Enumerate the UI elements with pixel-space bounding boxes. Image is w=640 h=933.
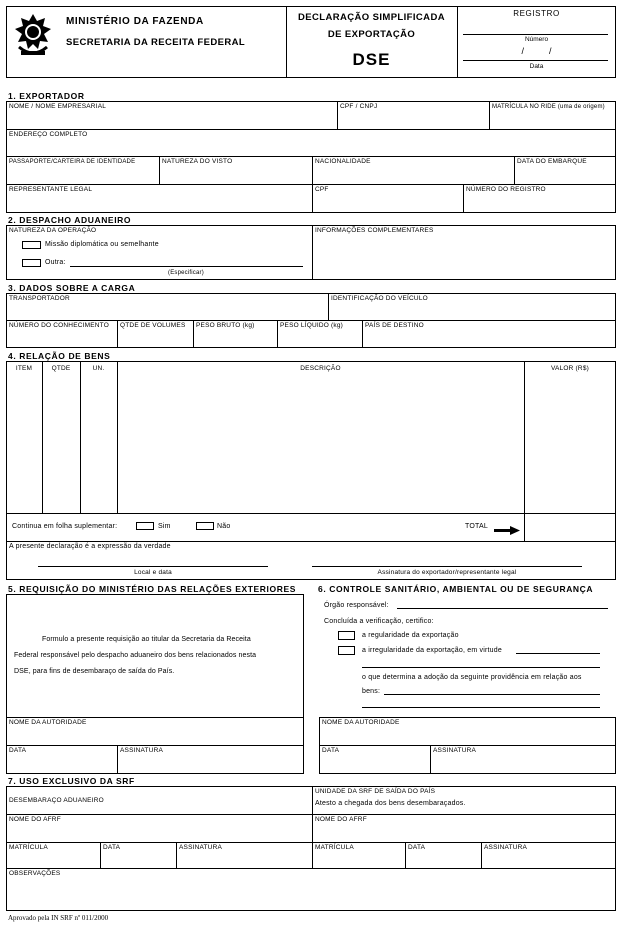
qtde-header: QTDE [51,365,71,372]
ministry-name: MINISTÉRIO DA FAZENDA [66,16,204,27]
peso-liquido-field[interactable]: PESO LÍQUIDO (kg) [280,322,343,329]
outra-checkbox[interactable] [22,259,41,267]
s5-nome-autoridade-field[interactable]: NOME DA AUTORIDADE [9,719,87,726]
bens-label: bens: [362,688,381,695]
requisicao-line1: Formulo a presente requisição ao titular da Secretaria da Receita [42,636,251,643]
bens-input[interactable] [384,694,600,695]
arrow-right-icon [494,522,520,531]
natureza-visto-field[interactable]: NATUREZA DO VISTO [162,158,233,165]
section-3-title: 3. DADOS SOBRE A CARGA [8,283,136,293]
cpf-cnpj-field[interactable]: CPF / CNPJ [340,103,378,110]
approval-note: Aprovado pela IN SRF nº 011/2000 [8,914,109,922]
conhecimento-field[interactable]: NÚMERO DO CONHECIMENTO [9,322,109,329]
assinatura-label: Assinatura do exportador/representante legal [377,569,517,576]
desembaraco-label: DESEMBARAÇO ADUANEIRO [9,797,104,804]
numero-label: Número [524,36,549,43]
numero-registro-field[interactable]: NÚMERO DO REGISTRO [466,186,546,193]
form-code: DSE [352,50,391,69]
pais-destino-field[interactable]: PAÍS DE DESTINO [365,322,424,329]
nome-field[interactable]: NOME / NOME EMPRESARIAL [9,103,107,110]
sim-label: Sim [158,523,171,530]
representante-field[interactable]: REPRESENTANTE LEGAL [9,186,93,193]
s6-data-field[interactable]: DATA [322,747,340,754]
cpf-field[interactable]: CPF [315,186,329,193]
local-data-input[interactable] [38,566,268,567]
nome-afrf-field-1[interactable]: NOME DO AFRF [9,816,61,823]
data-field-1[interactable]: DATA [103,844,121,851]
requisicao-line2: Federal responsável pelo despacho aduaneiro dos bens relacionados nesta [14,652,257,659]
identificacao-veiculo-field[interactable]: IDENTIFICAÇÃO DO VEÍCULO [331,295,428,302]
descricao-header: DESCRIÇÃO [300,365,341,372]
observacoes-field[interactable]: OBSERVAÇÕES [9,870,61,877]
date-slashes: / / [521,46,552,56]
orgao-input[interactable] [397,608,608,609]
section-4-title: 4. RELAÇÃO DE BENS [8,351,111,361]
requisicao-line3: DSE, para fins de desembaraço de saída do País. [14,668,175,675]
outra-label: Outra: [45,259,66,266]
transportador-field[interactable]: TRANSPORTADOR [9,295,70,302]
s6-nome-autoridade-field[interactable]: NOME DA AUTORIDADE [322,719,400,726]
nao-label: Não [217,523,231,530]
nome-afrf-field-2[interactable]: NOME DO AFRF [315,816,367,823]
section-7-title: 7. USO EXCLUSIVO DA SRF [8,776,135,786]
irregularidade-label: a irregularidade da exportação, em virtude [362,647,502,654]
s5-assinatura-field[interactable]: ASSINATURA [120,747,164,754]
registro-label: REGISTRO [513,9,560,18]
nao-checkbox[interactable] [196,522,214,530]
matricula-field-2[interactable]: MATRÍCULA [315,844,354,851]
irregularidade-input-2[interactable] [362,667,600,668]
s6-assinatura-field[interactable]: ASSINATURA [433,747,477,754]
section-1-title: 1. EXPORTADOR [8,91,85,101]
informacoes-field[interactable]: INFORMAÇÕES COMPLEMENTARES [315,227,434,234]
data-embarque-field[interactable]: DATA DO EMBARQUE [517,158,587,165]
form-title-line2: DE EXPORTAÇÃO [327,29,416,40]
continua-label: Continua em folha suplementar: [12,523,118,530]
orgao-label: Órgão responsável: [324,602,389,609]
concluida-label: Concluída a verificação, certifico: [324,618,434,625]
regularidade-label: a regularidade da exportação [362,632,459,639]
section-1-box [6,101,616,213]
item-header: ITEM [15,365,33,372]
nacionalidade-field[interactable]: NACIONALIDADE [315,158,371,165]
s5-data-field[interactable]: DATA [9,747,27,754]
section-5-title: 5. REQUISIÇÃO DO MINISTÉRIO DAS RELAÇÕES EXTERIORES [8,584,296,594]
matricula-field-1[interactable]: MATRÍCULA [9,844,48,851]
data-label: Data [529,63,544,70]
assinatura-field-2[interactable]: ASSINATURA [484,844,528,851]
matricula-ride-field[interactable]: MATRÍCULA NO RIDE (uma de origem) [492,104,605,110]
sim-checkbox[interactable] [136,522,154,530]
declaracao-text: A presente declaração é a expressão da verdade [9,543,171,550]
section-2-title: 2. DESPACHO ADUANEIRO [8,215,132,225]
total-label: TOTAL [465,523,488,530]
natureza-operacao-label: NATUREZA DA OPERAÇÃO [9,227,97,234]
section-6-title: 6. CONTROLE SANITÁRIO, AMBIENTAL OU DE SEGURANÇA [318,584,594,594]
coat-of-arms-logo [13,13,53,61]
local-data-label: Local e data [134,569,172,576]
passaporte-field[interactable]: PASSAPORTE/CARTEIRA DE IDENTIDADE [9,159,136,165]
irregularidade-checkbox[interactable] [338,646,355,655]
form-title-line1: DECLARAÇÃO SIMPLIFICADA [298,12,445,23]
missao-checkbox[interactable] [22,241,41,249]
missao-label: Missão diplomática ou semelhante [45,241,159,248]
secretariat-name: SECRETARIA DA RECEITA FEDERAL [66,37,246,48]
especificar-label: (Especificar) [168,270,204,276]
providencia-label: o que determina a adoção da seguinte providência em relação aos [362,674,582,681]
peso-bruto-field[interactable]: PESO BRUTO (kg) [196,322,255,329]
un-header: UN. [92,365,105,372]
irregularidade-input[interactable] [516,653,600,654]
regularidade-checkbox[interactable] [338,631,355,640]
unidade-label: UNIDADE DA SRF DE SAÍDA DO PAÍS [315,788,436,795]
endereco-field[interactable]: ENDEREÇO COMPLETO [9,131,88,138]
data-field-2[interactable]: DATA [408,844,426,851]
bens-input-2[interactable] [362,707,600,708]
volumes-field[interactable]: QTDE DE VOLUMES [120,322,186,329]
valor-header: VALOR (R$) [551,365,589,372]
assinatura-input[interactable] [312,566,582,567]
assinatura-field-1[interactable]: ASSINATURA [179,844,223,851]
section-2-box [6,225,616,280]
outra-input[interactable] [70,266,303,267]
atesto-text: Atesto a chegada dos bens desembaraçados. [315,800,466,807]
